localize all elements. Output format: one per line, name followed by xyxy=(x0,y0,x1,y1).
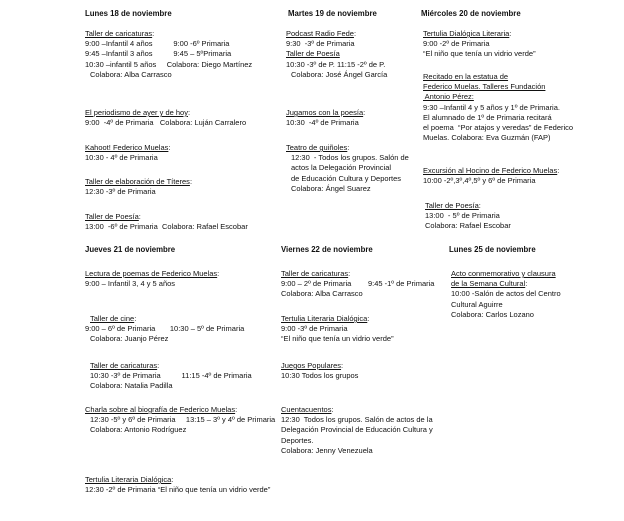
event-line: 10:30 -4º de Primaria xyxy=(286,118,359,128)
event-title: Tertulia Literaria Dialógica xyxy=(281,314,368,323)
event-title-suffix: : xyxy=(217,269,220,278)
event-title-suffix: : xyxy=(189,177,193,186)
event-title: Taller de caricaturas xyxy=(85,29,153,38)
event-title-suffix: : xyxy=(138,212,141,221)
event-line: 10:30 - 4º de Primaria xyxy=(85,153,158,163)
event-line: 10:00 -Salón de actos del Centro xyxy=(451,289,561,299)
event-block xyxy=(286,143,409,194)
event-block xyxy=(85,212,248,232)
event-title: de la Semana Cultural xyxy=(451,279,526,289)
event-block xyxy=(281,269,434,300)
event-title: Charla sobre al biografía de Federico Muelas xyxy=(85,405,236,414)
event-line: actos la Delegación Provincial xyxy=(291,163,392,173)
event-block xyxy=(423,29,536,60)
event-block xyxy=(281,314,394,345)
event-line: 10:30 -3º de Primaria 11:15 -4º de Primaria xyxy=(90,371,252,381)
event-line: 9:00 –Infantil 4 años 9:00 -6º Primaria xyxy=(85,39,230,49)
event-title-suffix: : xyxy=(152,29,155,38)
event-line: Colabora: Ángel Suarez xyxy=(291,183,371,193)
day-heading: Martes 19 de noviembre xyxy=(288,9,377,18)
event-title-suffix: : xyxy=(187,108,191,117)
event-title-suffix: : xyxy=(525,279,528,289)
event-block xyxy=(281,361,358,381)
event-line: 10:00 -2º,3º,4º,5º y 6º de Primaria xyxy=(423,176,536,186)
event-line: Colabora: Jenny Venezuela xyxy=(281,445,373,455)
event-title: Taller de caricaturas xyxy=(281,269,349,278)
event-title: Taller de elaboración de Títeres xyxy=(85,177,190,186)
event-block xyxy=(85,314,244,345)
event-block xyxy=(85,177,192,197)
event-line: 10:30 –infantil 5 años Colabora: Diego Martínez xyxy=(85,59,253,69)
event-title-suffix: : xyxy=(235,405,238,414)
event-block xyxy=(281,405,433,456)
event-line: Delegación Provincial de Educación Cultura y xyxy=(281,425,433,435)
event-line: 12:30 -5º y 6º de Primaria 13:15 – 3º y 4º de Primaria xyxy=(90,415,276,425)
event-title-suffix: : xyxy=(347,143,350,152)
event-title: Excursión al Hocino de Federico Muelas xyxy=(423,166,558,175)
event-block xyxy=(85,29,252,80)
event-line: 12:30 Todos los grupos. Salón de actos de la xyxy=(281,415,433,425)
event-line: Colabora: José Ángel García xyxy=(291,69,388,79)
event-title-suffix: : xyxy=(509,29,512,38)
event-title: El periodismo de ayer y de hoy xyxy=(85,108,188,117)
event-line: Colabora: Alba Carrasco xyxy=(281,289,363,299)
event-line: 9:00 – 2º de Primaria 9:45 -1º de Primaria xyxy=(281,279,435,289)
event-line: 9:45 –Infantil 3 años 9:45 – 5ºPrimaria xyxy=(85,49,232,59)
event-title-suffix: : xyxy=(331,405,334,414)
event-title-suffix: : xyxy=(353,29,357,38)
event-title: Taller de caricaturas xyxy=(90,361,158,370)
event-line: Colabora: Alba Carrasco xyxy=(90,69,172,79)
event-line: 9:30 –Infantil 4 y 5 años y 1º de Primaria. xyxy=(423,102,560,112)
event-line: 9:00 -4º de Primaria Colabora: Luján Carralero xyxy=(85,118,247,128)
event-title: Recitado en la estatua de xyxy=(423,72,509,81)
event-title: Taller de Poesía xyxy=(286,49,340,59)
event-title-suffix: : xyxy=(557,166,560,175)
event-line: Colabora: Natalia Padilla xyxy=(90,381,173,391)
event-line: Colabora: Antonio Rodríguez xyxy=(90,425,187,435)
event-title: Kahoot! Federico Muelas xyxy=(85,143,169,152)
event-line: 13:00 -6º de Primaria Colabora: Rafael Escobar xyxy=(85,222,248,232)
event-line: El alumnado de 1º de Primaria recitará xyxy=(423,112,552,122)
event-block xyxy=(451,269,561,320)
event-block xyxy=(85,108,246,128)
day-heading: Lunes 18 de noviembre xyxy=(85,9,172,18)
event-line: Colabora: Juanjo Pérez xyxy=(90,334,169,344)
event-line: 9:00 – Infantil 3, 4 y 5 años xyxy=(85,279,176,289)
event-line: 13:00 - 5º de Primaria xyxy=(425,211,500,221)
event-line: “El niño que tenía un vidrio verde” xyxy=(281,334,394,344)
event-block xyxy=(85,475,270,495)
event-line: 10:30 -3º de P. 11:15 -2º de P. xyxy=(286,59,386,69)
event-line: de Educación Cultura y Deportes xyxy=(291,173,402,183)
event-title-suffix: : xyxy=(341,361,344,370)
event-title: Lectura de poemas de Federico Muelas xyxy=(85,269,218,278)
event-line: 9:30 -3º de Primaria xyxy=(286,39,355,49)
event-title: Teatro de guiñoles xyxy=(286,143,348,152)
event-line: “El niño que tenía un vidrio verde” xyxy=(423,49,536,59)
event-line: 12:30 -3º de Primaria xyxy=(85,187,156,197)
event-title-suffix: : xyxy=(157,361,160,370)
event-title: Tertulia Dialógica Literaria xyxy=(423,29,510,38)
event-block xyxy=(286,29,387,80)
event-line: 9:00 -2º de Primaria xyxy=(423,39,490,49)
event-title: Acto conmemorativo y clausura xyxy=(451,269,556,278)
event-line: 12:30 - Todos los grupos. Salón de xyxy=(291,153,409,163)
event-line: 10:30 Todos los grupos xyxy=(281,371,359,381)
event-title-suffix: : xyxy=(478,201,481,210)
event-line: Federico Muelas. Talleres Fundación xyxy=(423,82,546,92)
event-line: el poema “Por atajos y veredas” de Federico xyxy=(423,123,574,133)
day-heading: Jueves 21 de noviembre xyxy=(85,245,176,254)
event-title-suffix: : xyxy=(134,314,137,323)
event-title: Juegos Populares xyxy=(281,361,342,370)
event-line: Antonio Pérez: xyxy=(423,92,474,102)
event-title: Taller de Poesía xyxy=(85,212,139,221)
event-block xyxy=(286,108,365,128)
event-line: Muelas. Colabora: Eva Guzmán (FAP) xyxy=(423,133,551,143)
day-heading: Viernes 22 de noviembre xyxy=(281,245,373,254)
event-title: Podcast Radio Fede xyxy=(286,29,354,38)
event-title-suffix: : xyxy=(348,269,351,278)
event-block xyxy=(85,405,275,436)
event-title: Tertulia Literaria Dialógica xyxy=(85,475,172,484)
event-title-suffix: : xyxy=(168,143,171,152)
event-block xyxy=(85,361,252,392)
event-line: 9:00 -3º de Primaria xyxy=(281,324,348,334)
event-line: 9:00 – 6º de Primaria 10:30 – 5º de Primaria xyxy=(85,324,245,334)
event-title: Jugamos con la poesía xyxy=(286,108,364,117)
event-title: Taller de cine xyxy=(90,314,135,323)
event-block xyxy=(425,201,511,232)
day-heading: Miércoles 20 de noviembre xyxy=(421,9,521,18)
event-line: 12:30 -2º de Primaria “El niño que tenía un vidrio verde” xyxy=(85,485,271,495)
event-line: Deportes. xyxy=(281,435,314,445)
event-line: Colabora: Rafael Escobar xyxy=(425,221,511,231)
event-title: Taller de Poesía xyxy=(425,201,479,210)
event-title-suffix: : xyxy=(363,108,366,117)
event-line: Colabora: Carlos Lozano xyxy=(451,309,534,319)
event-title: Cuentacuentos xyxy=(281,405,332,414)
day-heading: Lunes 25 de noviembre xyxy=(449,245,536,254)
event-block xyxy=(85,269,219,289)
event-block xyxy=(423,166,559,186)
event-line: Cultural Aguirre xyxy=(451,299,503,309)
event-block xyxy=(85,143,170,163)
event-title-suffix: : xyxy=(367,314,370,323)
event-title-suffix: : xyxy=(171,475,174,484)
event-block xyxy=(423,72,573,143)
